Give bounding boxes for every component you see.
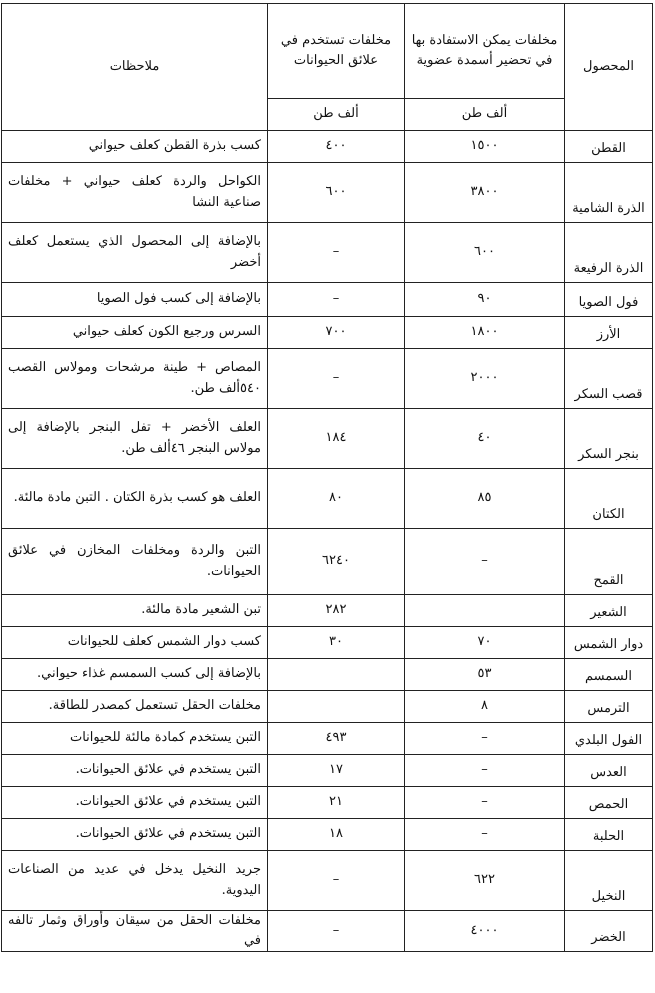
- fertilizer-cell: ٥٣: [405, 659, 565, 691]
- table-row: [2, 691, 653, 723]
- feed-cell: –: [268, 851, 405, 911]
- feed-cell: ٤٩٣: [268, 723, 405, 755]
- crop-cell: الذرة الشامية: [565, 163, 653, 223]
- fertilizer-cell: –: [405, 787, 565, 819]
- feed-cell: ٣٠: [268, 627, 405, 659]
- note-cell: التبن يستخدم في علائق الحيوانات.: [2, 755, 268, 787]
- table-row: [2, 595, 653, 627]
- table-row: [2, 755, 653, 787]
- note-cell: التبن والردة ومخلفات المخازن في علائق الحيوانات.: [2, 529, 268, 595]
- header-crop: المحصول: [565, 4, 653, 131]
- note-cell: بالإضافة إلى المحصول الذي يستعمل كعلف أخضر: [2, 223, 268, 283]
- note-cell: التبن يستخدم في علائق الحيوانات.: [2, 819, 268, 851]
- feed-cell: –: [268, 349, 405, 409]
- note-cell: التبن يستخدم في علائق الحيوانات.: [2, 787, 268, 819]
- fertilizer-cell: ٢٠٠٠: [405, 349, 565, 409]
- table-row: [2, 317, 653, 349]
- crop-cell: الخضر: [565, 911, 653, 952]
- fertilizer-cell: ٦٢٢: [405, 851, 565, 911]
- feed-cell: ٧٠٠: [268, 317, 405, 349]
- note-cell: المصاص + طينة مرشحات ومولاس القصب ٥٤٠ألف طن.: [2, 349, 268, 409]
- crop-cell: الكتان: [565, 469, 653, 529]
- table-row: [2, 223, 653, 283]
- note-cell: العلف الأخضر + تفل البنجر بالإضافة إلى مولاس البنجر ٤٦ألف طن.: [2, 409, 268, 469]
- table-row: [2, 819, 653, 851]
- header-row: [2, 4, 653, 99]
- feed-cell: –: [268, 911, 405, 952]
- note-cell: كسب بذرة القطن كعلف حيواني: [2, 131, 268, 163]
- fertilizer-cell: –: [405, 529, 565, 595]
- note-cell: التبن يستخدم كمادة مالئة للحيوانات: [2, 723, 268, 755]
- feed-cell: ٤٠٠: [268, 131, 405, 163]
- header-fertilizer: مخلفات يمكن الاستفادة بها في تحضير أسمدة عضوية: [405, 4, 565, 99]
- table-row: [2, 911, 653, 952]
- table-row: [2, 787, 653, 819]
- fertilizer-cell: ٨٥: [405, 469, 565, 529]
- feed-cell: ٢١: [268, 787, 405, 819]
- feed-cell: ١٨: [268, 819, 405, 851]
- table-row: [2, 627, 653, 659]
- header-notes: ملاحظات: [2, 4, 268, 131]
- table-row: [2, 409, 653, 469]
- header-feed: مخلفات تستخدم في علائق الحيوانات: [268, 4, 405, 99]
- feed-cell: ١٨٤: [268, 409, 405, 469]
- crop-cell: دوار الشمس: [565, 627, 653, 659]
- crop-cell: النخيل: [565, 851, 653, 911]
- table-row: [2, 659, 653, 691]
- note-cell: مخلفات الحقل تستعمل كمصدر للطاقة.: [2, 691, 268, 723]
- note-cell: جريد النخيل يدخل في عديد من الصناعات اليدوية.: [2, 851, 268, 911]
- feed-cell: [268, 691, 405, 723]
- waste-table: [1, 3, 653, 952]
- table-row: [2, 283, 653, 317]
- fertilizer-cell: ٤٠٠٠: [405, 911, 565, 952]
- crop-cell: الحلبة: [565, 819, 653, 851]
- table-row: [2, 529, 653, 595]
- feed-cell: ١٧: [268, 755, 405, 787]
- table-row: [2, 163, 653, 223]
- fertilizer-cell: –: [405, 755, 565, 787]
- note-cell: تبن الشعير مادة مالئة.: [2, 595, 268, 627]
- crop-cell: الذرة الرفيعة: [565, 223, 653, 283]
- crop-cell: القطن: [565, 131, 653, 163]
- note-cell: مخلفات الحقل من سيقان وأوراق وثمار تالفه في: [2, 911, 268, 952]
- note-cell: بالإضافة إلى كسب فول الصويا: [2, 283, 268, 317]
- crop-cell: الفول البلدي: [565, 723, 653, 755]
- crop-cell: قصب السكر: [565, 349, 653, 409]
- note-cell: كسب دوار الشمس كعلف للحيوانات: [2, 627, 268, 659]
- feed-cell: ٦٢٤٠: [268, 529, 405, 595]
- unit-fertilizer: ألف طن: [405, 99, 565, 131]
- feed-cell: ٢٨٢: [268, 595, 405, 627]
- fertilizer-cell: ٩٠: [405, 283, 565, 317]
- feed-cell: –: [268, 283, 405, 317]
- crop-cell: القمح: [565, 529, 653, 595]
- fertilizer-cell: ١٨٠٠: [405, 317, 565, 349]
- note-cell: السرس ورجيع الكون كعلف حيواني: [2, 317, 268, 349]
- crop-cell: الأرز: [565, 317, 653, 349]
- feed-cell: ٦٠٠: [268, 163, 405, 223]
- table-row: [2, 723, 653, 755]
- fertilizer-cell: –: [405, 819, 565, 851]
- note-cell: بالإضافة إلى كسب السمسم غذاء حيواني.: [2, 659, 268, 691]
- feed-cell: ٨٠: [268, 469, 405, 529]
- crop-cell: الحمص: [565, 787, 653, 819]
- table-row: [2, 851, 653, 911]
- feed-cell: –: [268, 223, 405, 283]
- note-cell: العلف هو كسب بذرة الكتان . التبن مادة مالئة.: [2, 469, 268, 529]
- feed-cell: [268, 659, 405, 691]
- crop-cell: السمسم: [565, 659, 653, 691]
- table-row: [2, 349, 653, 409]
- fertilizer-cell: ٤٠: [405, 409, 565, 469]
- crop-cell: العدس: [565, 755, 653, 787]
- crop-cell: بنجر السكر: [565, 409, 653, 469]
- fertilizer-cell: ١٥٠٠: [405, 131, 565, 163]
- table-row: [2, 131, 653, 163]
- table-row: [2, 469, 653, 529]
- crop-cell: الترمس: [565, 691, 653, 723]
- fertilizer-cell: [405, 595, 565, 627]
- fertilizer-cell: ٣٨٠٠: [405, 163, 565, 223]
- crop-cell: فول الصويا: [565, 283, 653, 317]
- unit-feed: ألف طن: [268, 99, 405, 131]
- fertilizer-cell: ٦٠٠: [405, 223, 565, 283]
- fertilizer-cell: –: [405, 723, 565, 755]
- crop-cell: الشعير: [565, 595, 653, 627]
- note-cell: الكواحل والردة كعلف حيواني + مخلفات صناعية النشا: [2, 163, 268, 223]
- fertilizer-cell: ٧٠: [405, 627, 565, 659]
- fertilizer-cell: ٨: [405, 691, 565, 723]
